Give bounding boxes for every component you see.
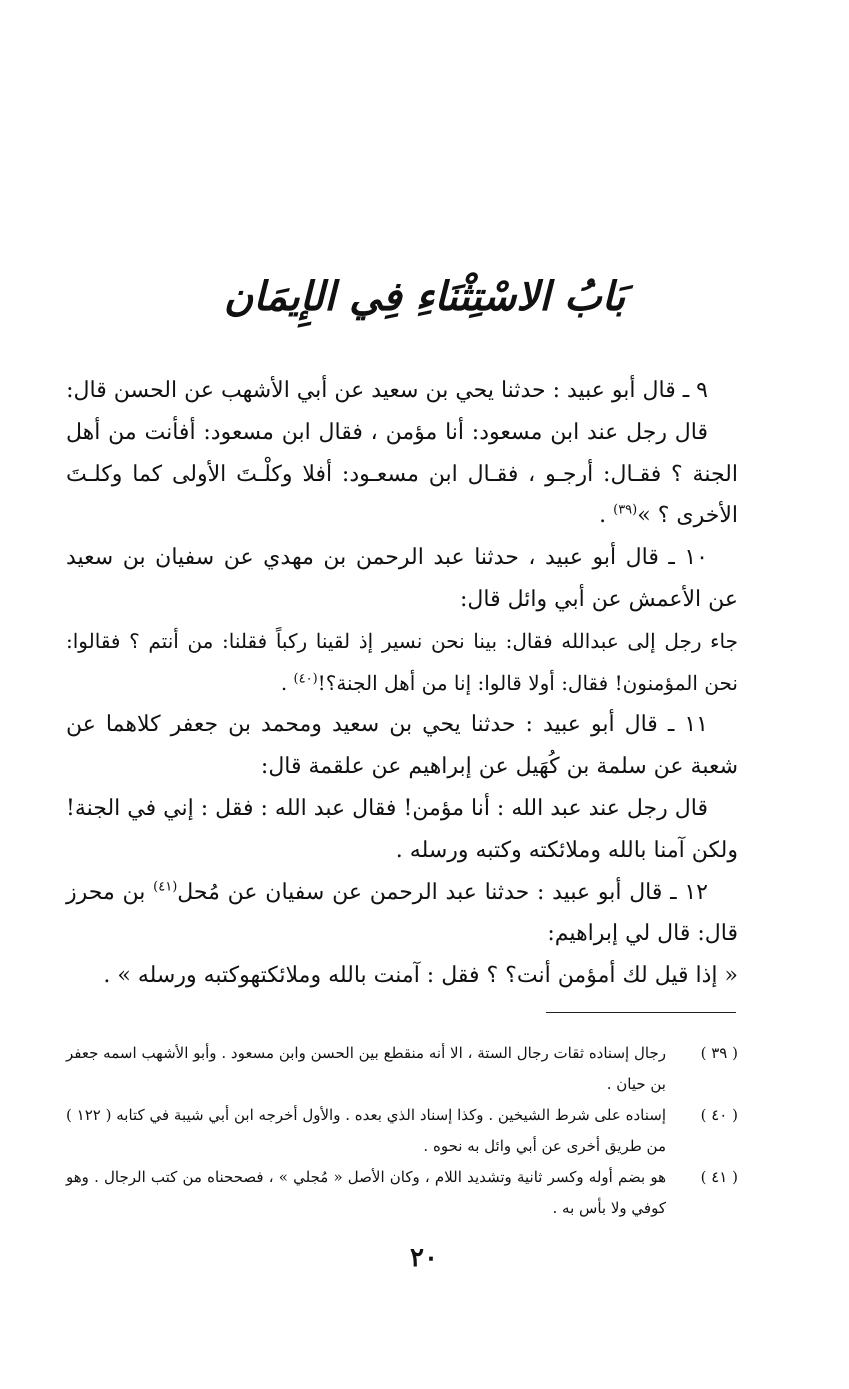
paragraph-text: قال رجل عند ابن مسعود: أنا مؤمن ، فقال ابن مسعود: أفأنت من أهل الجنة ؟ فقـال: أرجـو ، فقـال ابن مسعـود: أفلا وكلْـتَ الأولى كما وكلـتَ الأخرى ؟ » [66, 419, 738, 529]
chapter-title: بَابُ الاسْتِثْنَاءِ فِي الإِيمَان [223, 273, 626, 320]
paragraph-text: ٩ ـ قال أبو عبيد : حدثنا يحي بن سعيد عن أبي الأشهب عن الحسن قال: [66, 378, 708, 403]
footnote-separator [546, 1012, 736, 1013]
footnote-number: ( ٣٩ ) [700, 1044, 738, 1062]
paragraph-tail: . [599, 503, 614, 529]
footnotes [66, 1038, 738, 1224]
paragraph-9-matn [66, 412, 738, 537]
footnote-ref-41: (٤١) [153, 879, 178, 895]
paragraph-11-isnad [66, 704, 738, 788]
paragraph-10-matn [66, 621, 738, 705]
footnote-ref-40: (٤٠) [293, 670, 318, 686]
paragraph-tail: بن محرز قال: قال لي إبراهيم: [66, 879, 738, 947]
paragraph-text: قال رجل عند عبد الله : أنا مؤمن! فقال عبد الله : فقل : إني في الجنة! ولكن آمنا بالله وملائكته وكتبه ورسله . [66, 795, 738, 863]
paragraph-11-matn [66, 788, 738, 872]
footnote-text: إسناده على شرط الشيخين . وكذا إسناد الذي بعده . والأول أخرجه ابن أبي شيبة في كتابه ( ١٢٢ ) من طريق أخرى عن أبي وائل به نحوه . [66, 1106, 666, 1155]
paragraph-12-isnad [66, 872, 738, 956]
paragraph-text: ١٢ ـ قال أبو عبيد : حدثنا عبد الرحمن عن سفيان عن مُحل [177, 879, 708, 905]
footnote-text: رجال إسناده ثقات رجال الستة ، الا أنه منقطع بين الحسن وابن مسعود . وأبو الأشهب اسمه جعفر بن حيان . [66, 1044, 666, 1093]
footnote-number: ( ٤٠ ) [700, 1106, 738, 1124]
footnote-40 [66, 1100, 738, 1162]
page-number: ٢٠ [410, 1243, 438, 1273]
body-text [66, 370, 738, 997]
paragraph-text: جاء رجل إلى عبدالله فقال: بينا نحن نسير إذ لقينا ركباً فقلنا: من أنتم ؟ فقالوا: نحن المؤمنون! فقال: أولا قالوا: إنا من أهل الجنة؟! [66, 628, 738, 695]
footnote-text: هو بضم أوله وكسر ثانية وتشديد اللام ، وكان الأصل « مُجلي » ، فصححناه من كتب الرجال . وهو كوفي ولا بأس به . [66, 1168, 666, 1217]
footnote-39 [66, 1038, 738, 1100]
paragraph-9-isnad [66, 370, 738, 412]
paragraph-text: « إذا قيل لك أمؤمن أنت؟ ؟ فقل : آمنت بالله وملائكتهوكتبه ورسله » . [103, 963, 738, 989]
paragraph-10-isnad [66, 537, 738, 621]
footnote-41 [66, 1162, 738, 1224]
paragraph-text: ١٠ ـ قال أبو عبيد ، حدثنا عبد الرحمن بن مهدي عن سفيان بن سعيد عن الأعمش عن أبي وائل قال: [66, 545, 738, 612]
footnote-number: ( ٤١ ) [700, 1168, 738, 1186]
paragraph-tail: . [280, 670, 294, 695]
paragraph-12-matn [66, 955, 738, 997]
paragraph-text: ١١ ـ قال أبو عبيد : حدثنا يحي بن سعيد ومحمد بن جعفر كلاهما عن شعبة عن سلمة بن كُهَيل عن إبراهيم عن علقمة قال: [66, 712, 738, 780]
footnote-ref-39: (٣٩) [613, 503, 638, 519]
